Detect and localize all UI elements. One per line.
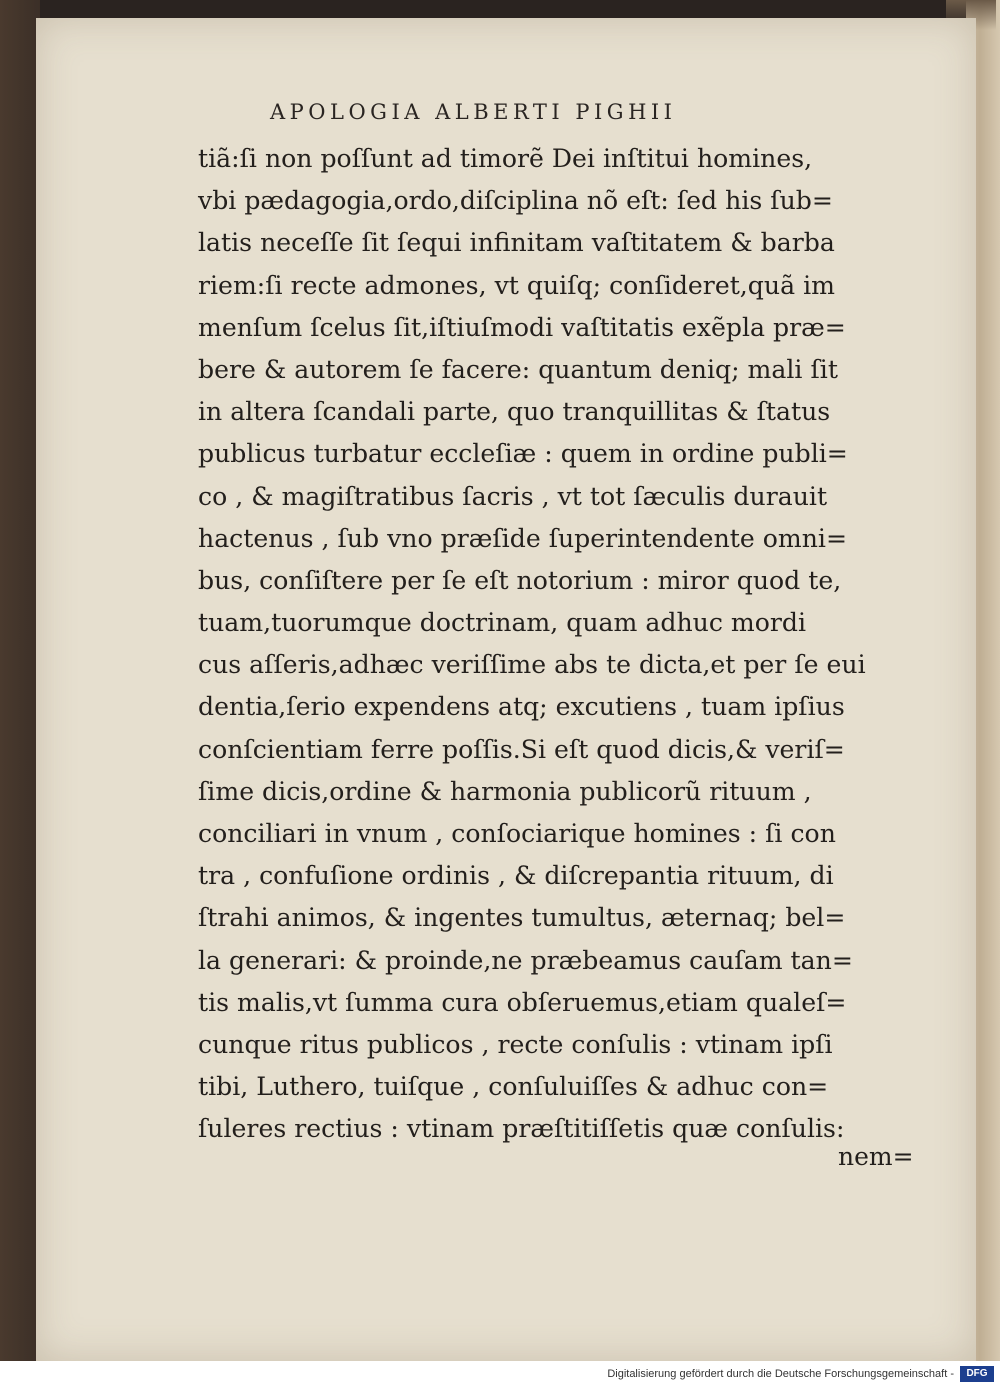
text-line: publicus turbatur eccleſiæ : quem in ordine publi=	[198, 439, 848, 470]
text-line: co , & magiſtratibus ſacris , vt tot ſæculis durauit	[198, 481, 828, 512]
text-line: conciliari in vnum , conſociarique homines : ſi con	[198, 819, 836, 849]
text-line: tuam,tuorumque doctrinam, quam adhuc mordi	[198, 608, 807, 639]
text-line: vbi pædagogia,ordo,diſciplina nõ eſt: ſed his ſub=	[198, 186, 833, 217]
text-line: tra , confuſione ordinis , & diſcrepantia rituum, di	[198, 861, 834, 892]
body-text	[198, 138, 928, 1151]
running-head: APOLOGIA ALBERTI PIGHII	[270, 100, 677, 124]
text-line: ſtrahi animos, & ingentes tumultus, æternaq; bel=	[198, 903, 846, 934]
text-line: bere & autorem ſe facere: quantum deniq; mali ſit	[198, 354, 838, 385]
text-line: hactenus , ſub vno præſide ſuperintendente omni=	[198, 523, 848, 554]
catchword: nem=	[838, 1142, 914, 1171]
text-line: bus, conſiſtere per ſe eſt notorium : miror quod te,	[198, 565, 842, 596]
text-line: cus aſſeris,adhæc veriſſime abs te dicta,et per ſe eui	[198, 650, 866, 681]
text-line: tibi, Luthero, tuiſque , conſuluiſſes & adhuc con=	[198, 1072, 829, 1103]
text-line: riem:ſi recte admones, vt quiſq; conſideret,quã im	[198, 270, 835, 301]
text-line: latis neceſſe ſit ſequi infinitam vaſtitatem & barba	[198, 228, 835, 259]
text-line: conſcientiam ferre poſſis.Si eſt quod dicis,& veriſ=	[198, 734, 845, 765]
scan-border-left	[0, 0, 40, 1389]
text-line: dentia,ſerio expendens atq; excutiens , tuam ipſius	[198, 692, 845, 723]
text-line: la generari: & proinde,ne præbeamus cauſam tan=	[198, 945, 853, 976]
text-line: tis malis,vt ſumma cura obſeruemus,etiam qualeſ=	[198, 987, 847, 1018]
dfg-logo[interactable]: DFG	[960, 1366, 994, 1382]
text-line: cunque ritus publicos , recte conſulis : vtinam ipſi	[198, 1029, 833, 1060]
text-line: in altera ſcandali parte, quo tranquillitas & ſtatus	[198, 397, 831, 428]
text-line: ſuleres rectius : vtinam præſtitiſſetis quæ conſulis:	[198, 1114, 845, 1145]
footer-credit: Digitalisierung gefördert durch die Deutsche Forschungsgemeinschaft -	[607, 1368, 954, 1380]
text-line: menſum ſcelus ſit,iſtiuſmodi vaſtitatis exẽpla præ=	[198, 312, 846, 343]
text-line: tiã:ſi non poſſunt ad timorẽ Dei inſtitui homines,	[198, 144, 813, 174]
text-line: ſime dicis,ordine & harmonia publicorũ rituum ,	[198, 776, 812, 807]
